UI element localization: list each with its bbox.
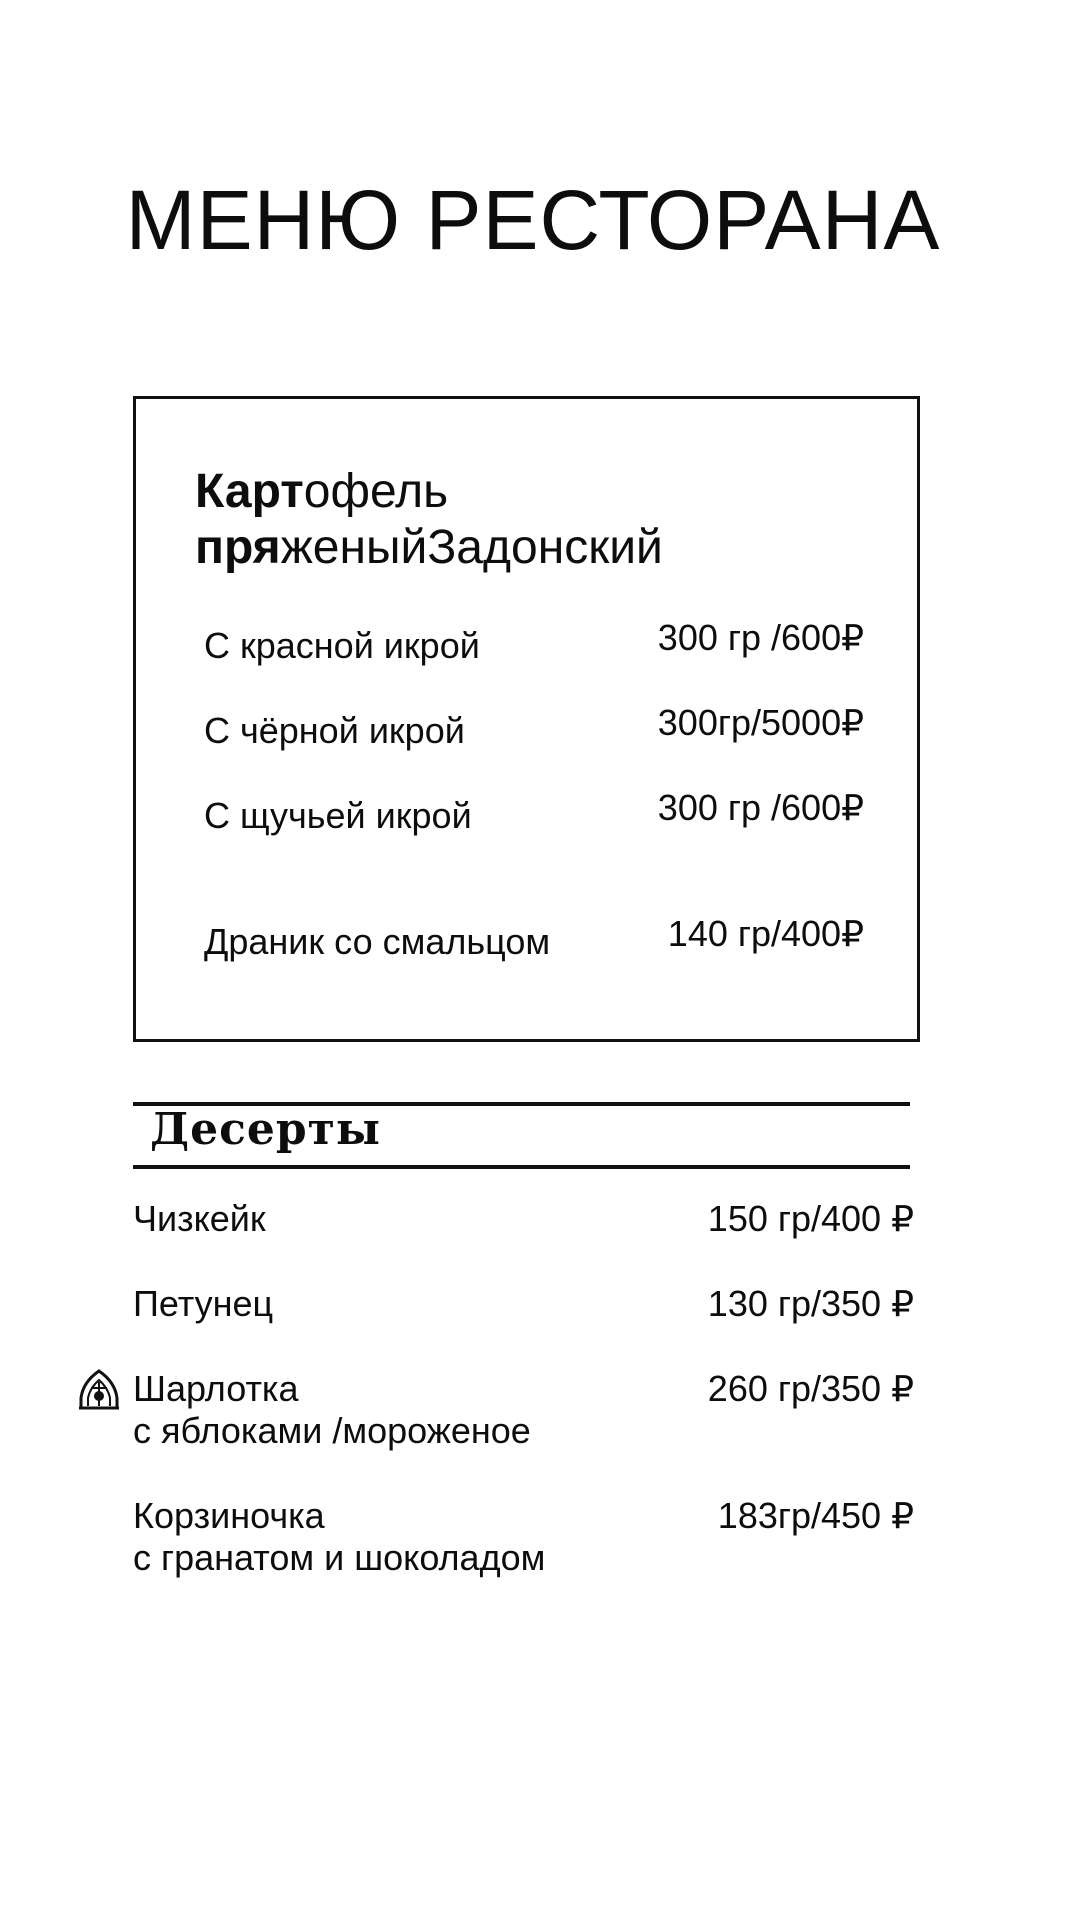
potato-section-title [195,464,663,576]
dessert-item-name: Чизкейк [133,1198,266,1239]
title-line2-rest: женыйЗадонский [280,521,663,574]
menu-item-price: 300 гр /600₽ [657,617,864,658]
section-divider-bottom [133,1165,910,1169]
dessert-item-price: 183гр/450 ₽ [717,1495,914,1536]
menu-item-name: С чёрной икрой [204,710,465,751]
menu-item-price: 300гр/5000₽ [657,702,864,743]
dessert-item-name: Корзиночка [133,1495,325,1536]
dessert-item-name: Петунец [133,1283,274,1324]
menu-item-price: 140 гр/400₽ [667,913,864,954]
kokoshnik-icon [77,1368,121,1412]
page-title: МЕНЮ РЕСТОРАНА [125,173,941,267]
dessert-item-name: Шарлотка [133,1368,299,1409]
menu-item-price: 300 гр /600₽ [657,787,864,828]
dessert-item-subtitle: с гранатом и шоколадом [133,1537,546,1578]
menu-item-name: Драник со смальцом [204,921,551,962]
title-line2-bold: пря [195,521,281,574]
title-line1-bold: Карт [195,465,304,518]
menu-item-name: С красной икрой [204,625,480,666]
dessert-item-price: 260 гр/350 ₽ [707,1368,914,1409]
dessert-item-price: 150 гр/400 ₽ [707,1198,914,1239]
title-line1-rest: офель [303,465,449,518]
menu-item-name: С щучьей икрой [204,795,472,836]
dessert-item-subtitle: с яблоками /мороженое [133,1410,531,1451]
dessert-item-price: 130 гр/350 ₽ [707,1283,914,1324]
desserts-section-title: Десерты [150,1104,382,1155]
